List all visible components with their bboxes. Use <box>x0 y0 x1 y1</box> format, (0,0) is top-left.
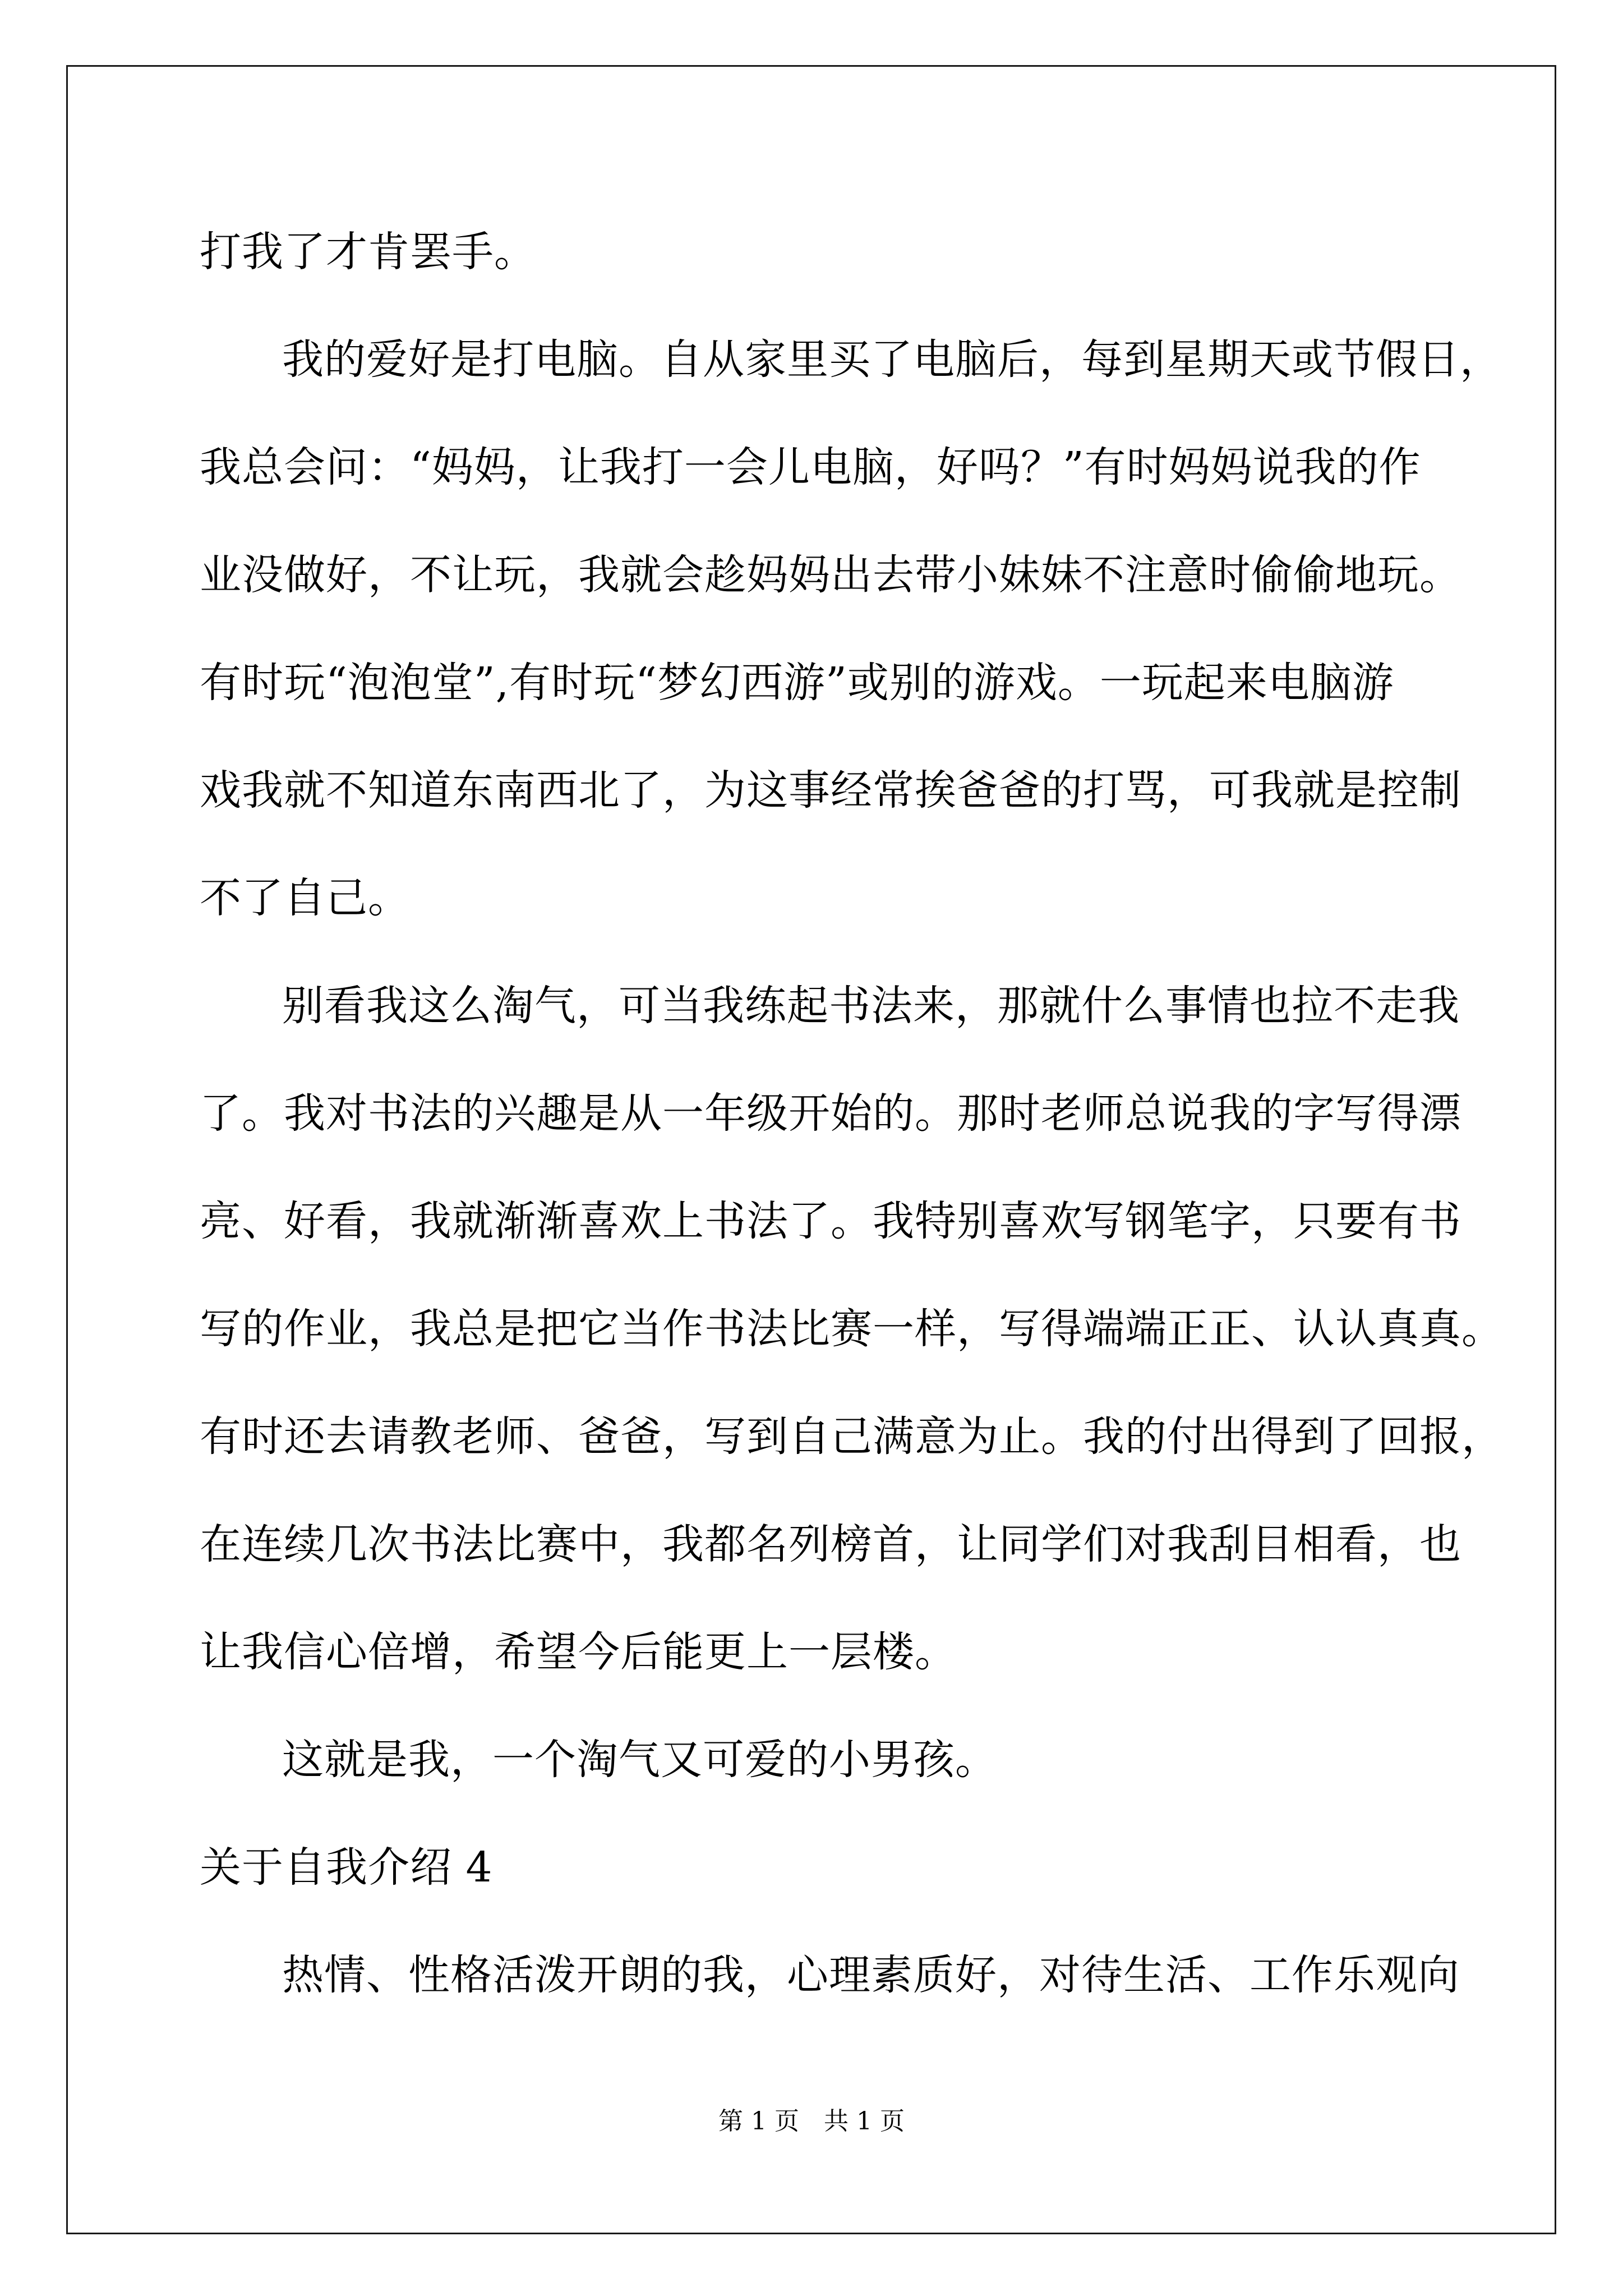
text-line: 我的爱好是打电脑。自从家里买了电脑后，每到星期天或节假日， <box>282 335 1502 384</box>
text-line: 我总会问：“妈妈，让我打一会儿电脑，好吗？”有时妈妈说我的作 <box>200 443 1421 491</box>
page-number-footer: 第 1 页 共 1 页 <box>718 2107 905 2136</box>
text-line: 让我信心倍增，希望今后能更上一层楼。 <box>200 1628 957 1676</box>
text-line: 在连续几次书法比赛中，我都名列榜首，让同学们对我刮目相看，也 <box>200 1520 1461 1568</box>
text-line: 打我了才肯罢手。 <box>200 228 536 276</box>
section-heading: 关于自我介绍 4 <box>200 1843 493 1892</box>
text-line: 业没做好，不让玩，我就会趁妈妈出去带小妹妹不注意时偷偷地玩。 <box>200 551 1461 599</box>
text-line: 写的作业，我总是把它当作书法比赛一样，写得端端正正、认认真真。 <box>200 1305 1504 1353</box>
text-line: 了。我对书法的兴趣是从一年级开始的。那时老师总说我的字写得漂 <box>200 1089 1461 1138</box>
text-line: 热情、性格活泼开朗的我，心理素质好，对待生活、工作乐观向 <box>282 1951 1460 1999</box>
text-line: 有时玩“泡泡堂”,有时玩“梦幻西游”或别的游戏。一玩起来电脑游 <box>200 659 1394 707</box>
text-line: 亮、好看，我就渐渐喜欢上书法了。我特别喜欢写钢笔字，只要有书 <box>200 1197 1461 1245</box>
text-line: 有时还去请教老师、爸爸，写到自己满意为止。我的付出得到了回报， <box>200 1412 1504 1461</box>
text-line: 这就是我，一个淘气又可爱的小男孩。 <box>282 1736 997 1784</box>
text-line: 别看我这么淘气，可当我练起书法来，那就什么事情也拉不走我 <box>282 982 1460 1030</box>
text-line: 戏我就不知道东南西北了，为这事经常挨爸爸的打骂，可我就是控制 <box>200 766 1461 815</box>
text-line: 不了自己。 <box>200 874 410 922</box>
